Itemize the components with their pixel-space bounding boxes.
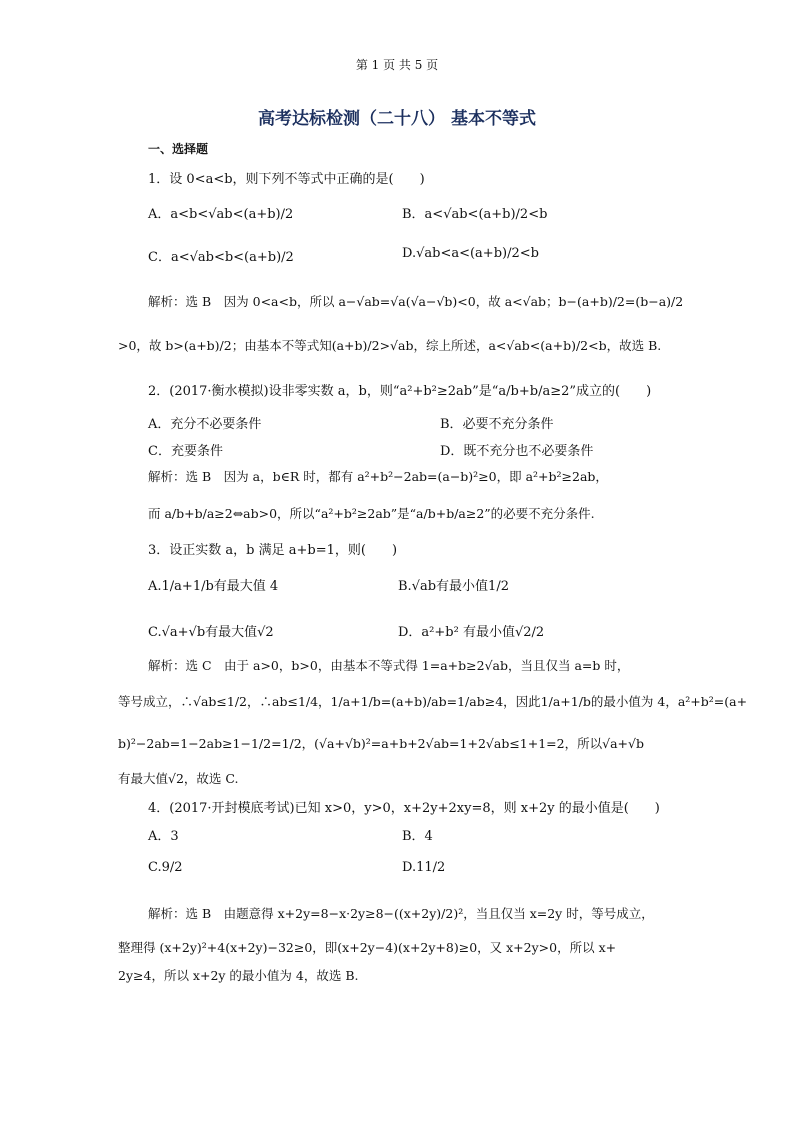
q2-option-a: A．充分不必要条件	[148, 417, 262, 432]
q4-option-a: A．3	[148, 829, 179, 844]
q4-solution-line2: 整理得 (x+2y)²+4(x+2y)−32≥0，即(x+2y−4)(x+2y+8)≥0，又 x+2y>0，所以 x+	[118, 940, 617, 955]
q4-stem: 4．(2017·开封模底考试)已知 x>0，y>0，x+2y+2xy=8，则 x+2y 的最小值是( )	[148, 801, 660, 816]
q3-solution-line3: b)²−2ab=1−2ab≥1−1/2=1/2，(√a+√b)²=a+b+2√ab=1+2√ab≤1+1=2，所以√a+√b	[118, 736, 644, 751]
q2-stem: 2．(2017·衡水模拟)设非零实数 a，b，则“a²+b²≥2ab”是“a/b+b/a≥2”成立的( )	[148, 384, 652, 399]
q4-solution-line1: 解析：选 B 由题意得 x+2y=8−x·2y≥8−((x+2y)/2)²，当且仅当 x=2y 时，等号成立，	[148, 906, 654, 921]
q2-solution-line1: 解析：选 B 因为 a，b∈R 时，都有 a²+b²−2ab=(a−b)²≥0，即 a²+b²≥2ab，	[148, 469, 608, 484]
q4-solution-line3: 2y≥4，所以 x+2y 的最小值为 4，故选 B.	[118, 968, 359, 983]
q1-stem: 1．设 0<a<b，则下列不等式中正确的是( )	[148, 172, 425, 187]
section-heading: 一、选择题	[148, 142, 209, 156]
q3-option-b: B.√ab有最小值1/2	[398, 579, 509, 594]
q2-option-d: D．既不充分也不必要条件	[440, 444, 594, 459]
page-number: 第 1 页 共 5 页	[355, 58, 439, 72]
q3-solution-line4: 有最大值√2，故选 C.	[118, 771, 239, 786]
q1-solution-line1: 解析：选 B 因为 0<a<b，所以 a−√ab=√a(√a−√b)<0，故 a<√ab；b−(a+b)/2=(b−a)/2	[148, 294, 684, 309]
q3-option-c: C.√a+√b有最大值√2	[148, 625, 274, 640]
q1-option-d: D.√ab<a<(a+b)/2<b	[402, 246, 539, 261]
q4-option-d: D.11/2	[402, 860, 446, 875]
page-title: 高考达标检测（二十八） 基本不等式	[258, 109, 536, 129]
q4-option-c: C.9/2	[148, 860, 183, 875]
q2-option-b: B．必要不充分条件	[440, 417, 554, 432]
q3-solution-line1: 解析：选 C 由于 a>0，b>0，由基本不等式得 1=a+b≥2√ab，当且仅当 a=b 时，	[148, 658, 630, 673]
q3-solution-line2: 等号成立，∴√ab≤1/2，∴ab≤1/4，1/a+1/b=(a+b)/ab=1/ab≥4，因此1/a+1/b的最小值为 4，a²+b²=(a+	[118, 694, 748, 709]
q1-option-c: C．a<√ab<b<(a+b)/2	[148, 250, 294, 265]
q2-solution-line2: 而 a/b+b/a≥2⇔ab>0，所以“a²+b²≥2ab”是“a/b+b/a≥2”的必要不充分条件.	[148, 506, 595, 521]
q4-option-b: B．4	[402, 829, 433, 844]
q2-option-c: C．充要条件	[148, 444, 223, 459]
q1-option-b: B．a<√ab<(a+b)/2<b	[402, 207, 548, 222]
q3-option-a: A.1/a+1/b有最大值 4	[148, 579, 279, 594]
q3-option-d: D．a²+b² 有最小值√2/2	[398, 625, 545, 640]
q1-solution-line2: >0，故 b>(a+b)/2；由基本不等式知(a+b)/2>√ab，综上所述，a<√ab<(a+b)/2<b，故选 B.	[118, 338, 662, 353]
q1-option-a: A．a<b<√ab<(a+b)/2	[148, 207, 294, 222]
q3-stem: 3．设正实数 a，b 满足 a+b=1，则( )	[148, 543, 398, 558]
